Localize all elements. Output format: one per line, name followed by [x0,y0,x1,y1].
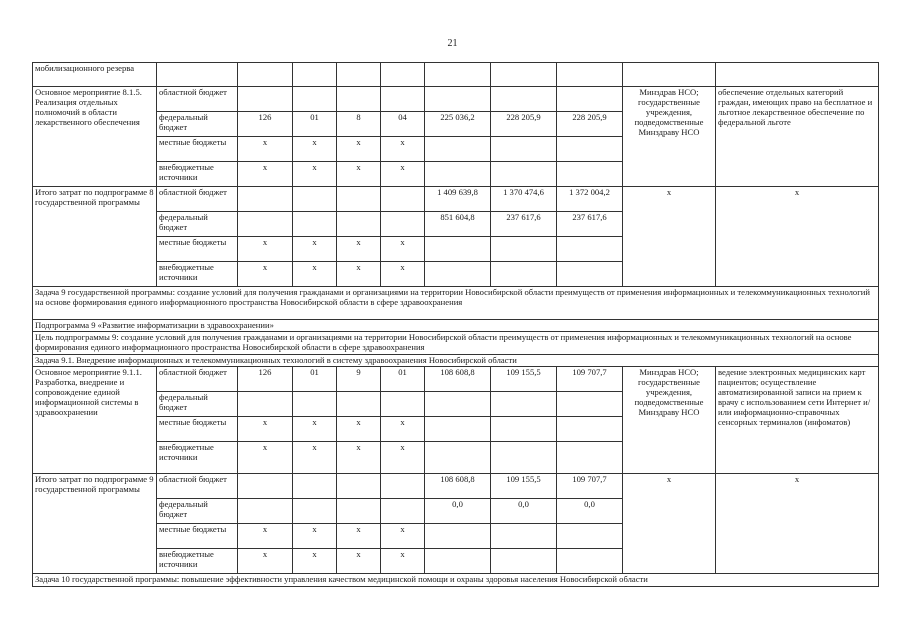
year3-value: 1 372 004,2 [557,187,623,212]
year1-value: 851 604,8 [425,212,491,237]
csr-cell: x [381,524,425,549]
pr-cell: x [337,549,381,574]
year3-value: 109 707,7 [557,367,623,392]
year1-value: 1 409 639,8 [425,187,491,212]
executor: x [623,474,716,574]
funding-source: областной бюджет [157,187,238,212]
subprogram-heading: Подпрограмма 9 «Развитие информатизации в здравоохранении» [33,320,879,332]
year3-value: 228 205,9 [557,112,623,137]
pr-cell: x [337,262,381,287]
table-row [33,355,879,367]
year1-value [425,137,491,162]
rz-cell: x [293,524,337,549]
rz-cell [293,392,337,417]
csr-cell [381,474,425,499]
grbs-cell: x [238,162,293,187]
year3-value: 237 617,6 [557,212,623,237]
year2-value: 109 155,5 [491,367,557,392]
funding-source: внебюджетные источники [157,442,238,474]
year1-value: 108 608,8 [425,367,491,392]
funding-source: федеральный бюджет [157,212,238,237]
year1-value [425,549,491,574]
year2-value [491,549,557,574]
year2-value [491,524,557,549]
year1-value: 0,0 [425,499,491,524]
rz-cell: x [293,417,337,442]
rz-cell: x [293,262,337,287]
table-row [33,367,879,392]
year2-value [491,262,557,287]
year1-value [425,417,491,442]
rz-cell: 01 [293,367,337,392]
grbs-cell [238,392,293,417]
csr-cell: x [381,137,425,162]
csr-cell [381,87,425,112]
grbs-cell: x [238,262,293,287]
rz-cell: x [293,549,337,574]
year3-value [557,524,623,549]
goal-heading: Цель подпрограммы 9: создание условий для получения гражданами и организациями на территории Новосибирской области преимуществ от применения информационных и телекоммуникационных технологий на основе формирования единого информационного пространства Новосибирской области в сфере здравоохранения [33,332,879,355]
year2-value: 237 617,6 [491,212,557,237]
pr-cell: x [337,524,381,549]
funding-source: федеральный бюджет [157,499,238,524]
year3-value [557,162,623,187]
csr-cell: 01 [381,367,425,392]
year3-value [557,237,623,262]
grbs-cell [238,474,293,499]
subprogram-total-name: Итого затрат по подпрограмме 8 государственной программы [33,187,157,287]
funding-source: внебюджетные источники [157,262,238,287]
funding-source: внебюджетные источники [157,549,238,574]
year1-value [425,392,491,417]
rz-cell: x [293,237,337,262]
funding-source: местные бюджеты [157,237,238,262]
year2-value: 0,0 [491,499,557,524]
task-heading: Задача 10 государственной программы: повышение эффективности управления качеством медицинской помощи и охраны здоровья населения Новосибирской области [33,574,879,587]
year3-value [557,262,623,287]
year3-value: 109 707,7 [557,474,623,499]
year2-value [491,237,557,262]
pr-cell: x [337,137,381,162]
csr-cell [381,187,425,212]
grbs-cell: x [238,442,293,474]
rz-cell [293,474,337,499]
table-row [33,287,879,320]
csr-cell [381,212,425,237]
funding-source: областной бюджет [157,87,238,112]
grbs-cell: x [238,524,293,549]
table-row [33,574,879,587]
grbs-cell: x [238,237,293,262]
table-row [33,474,879,499]
year1-value [425,87,491,112]
pr-cell: x [337,417,381,442]
year1-value [425,262,491,287]
csr-cell: x [381,162,425,187]
event-name: мобилизационного резерва [33,63,157,87]
grbs-cell: x [238,417,293,442]
year1-value [425,237,491,262]
pr-cell: x [337,162,381,187]
program-table [32,62,879,587]
table-row [33,187,879,212]
pr-cell [337,474,381,499]
executor: Минздрав НСО; государственные учреждения, подведомственные Минздраву НСО [623,87,716,187]
year3-value: 0,0 [557,499,623,524]
rz-cell: x [293,137,337,162]
expected-result: x [716,187,879,287]
pr-cell [337,212,381,237]
csr-cell: x [381,417,425,442]
funding-source: местные бюджеты [157,417,238,442]
csr-cell: x [381,549,425,574]
year3-value [557,87,623,112]
year2-value [491,392,557,417]
executor: x [623,187,716,287]
year3-value [557,137,623,162]
rz-cell: x [293,162,337,187]
task-heading: Задача 9.1. Внедрение информационных и телекоммуникационных технологий в систему здравоохранения Новосибирской области [33,355,879,367]
csr-cell [381,392,425,417]
year1-value: 225 036,2 [425,112,491,137]
funding-source: федеральный бюджет [157,392,238,417]
year1-value [425,442,491,474]
csr-cell: 04 [381,112,425,137]
year3-value [557,442,623,474]
funding-source: областной бюджет [157,474,238,499]
csr-cell: x [381,262,425,287]
table-row [33,63,879,87]
subprogram-total-name: Итого затрат по подпрограмме 9 государственной программы [33,474,157,574]
funding-source: областной бюджет [157,367,238,392]
year2-value [491,87,557,112]
grbs-cell: x [238,137,293,162]
grbs-cell [238,87,293,112]
csr-cell: x [381,237,425,262]
executor: Минздрав НСО; государственные учреждения, подведомственные Минздраву НСО [623,367,716,474]
year3-value [557,417,623,442]
year3-value [557,549,623,574]
rz-cell: x [293,442,337,474]
table-row [33,332,879,355]
grbs-cell: x [238,549,293,574]
rz-cell [293,187,337,212]
year2-value [491,442,557,474]
rz-cell [293,87,337,112]
year2-value [491,417,557,442]
year1-value [425,162,491,187]
task-heading: Задача 9 государственной программы: создание условий для получения гражданами и организациями на территории Новосибирской области преимуществ от применения информационных и телекоммуникационных технологий на основе формирования единого информационного пространства Новосибирской области в сфере здравоохранения [33,287,879,320]
grbs-cell [238,212,293,237]
year3-value [557,392,623,417]
year2-value: 228 205,9 [491,112,557,137]
pr-cell [337,392,381,417]
expected-result: x [716,474,879,574]
rz-cell: 01 [293,112,337,137]
year2-value: 1 370 474,6 [491,187,557,212]
table-row [33,320,879,332]
pr-cell: x [337,237,381,262]
funding-source: местные бюджеты [157,524,238,549]
expected-result: обеспечение отдельных категорий граждан, имеющих право на бесплатное и льготное лекарственное обеспечение по федеральной льготе [716,87,879,187]
rz-cell [293,212,337,237]
pr-cell [337,499,381,524]
event-name: Основное мероприятие 8.1.5. Реализация отдельных полномочий в области лекарственного обеспечения [33,87,157,187]
pr-cell [337,187,381,212]
expected-result: ведение электронных медицинских карт пациентов; осуществление автоматизированной записи на прием к врачу с использованием сети Интернет и/или информационно-справочных сенсорных терминалов (инфоматов) [716,367,879,474]
grbs-cell: 126 [238,112,293,137]
rz-cell [293,499,337,524]
funding-source: внебюджетные источники [157,162,238,187]
funding-source: местные бюджеты [157,137,238,162]
year2-value [491,137,557,162]
pr-cell [337,87,381,112]
csr-cell: x [381,442,425,474]
year1-value [425,524,491,549]
pr-cell: x [337,442,381,474]
year2-value [491,162,557,187]
grbs-cell [238,499,293,524]
year1-value: 108 608,8 [425,474,491,499]
table-row [33,87,879,112]
page-number: 21 [447,38,458,49]
event-name: Основное мероприятие 9.1.1. Разработка, внедрение и сопровождение единой информационной системы в здравоохранении [33,367,157,474]
grbs-cell [238,187,293,212]
csr-cell [381,499,425,524]
pr-cell: 8 [337,112,381,137]
year2-value: 109 155,5 [491,474,557,499]
grbs-cell: 126 [238,367,293,392]
funding-source: федеральный бюджет [157,112,238,137]
pr-cell: 9 [337,367,381,392]
